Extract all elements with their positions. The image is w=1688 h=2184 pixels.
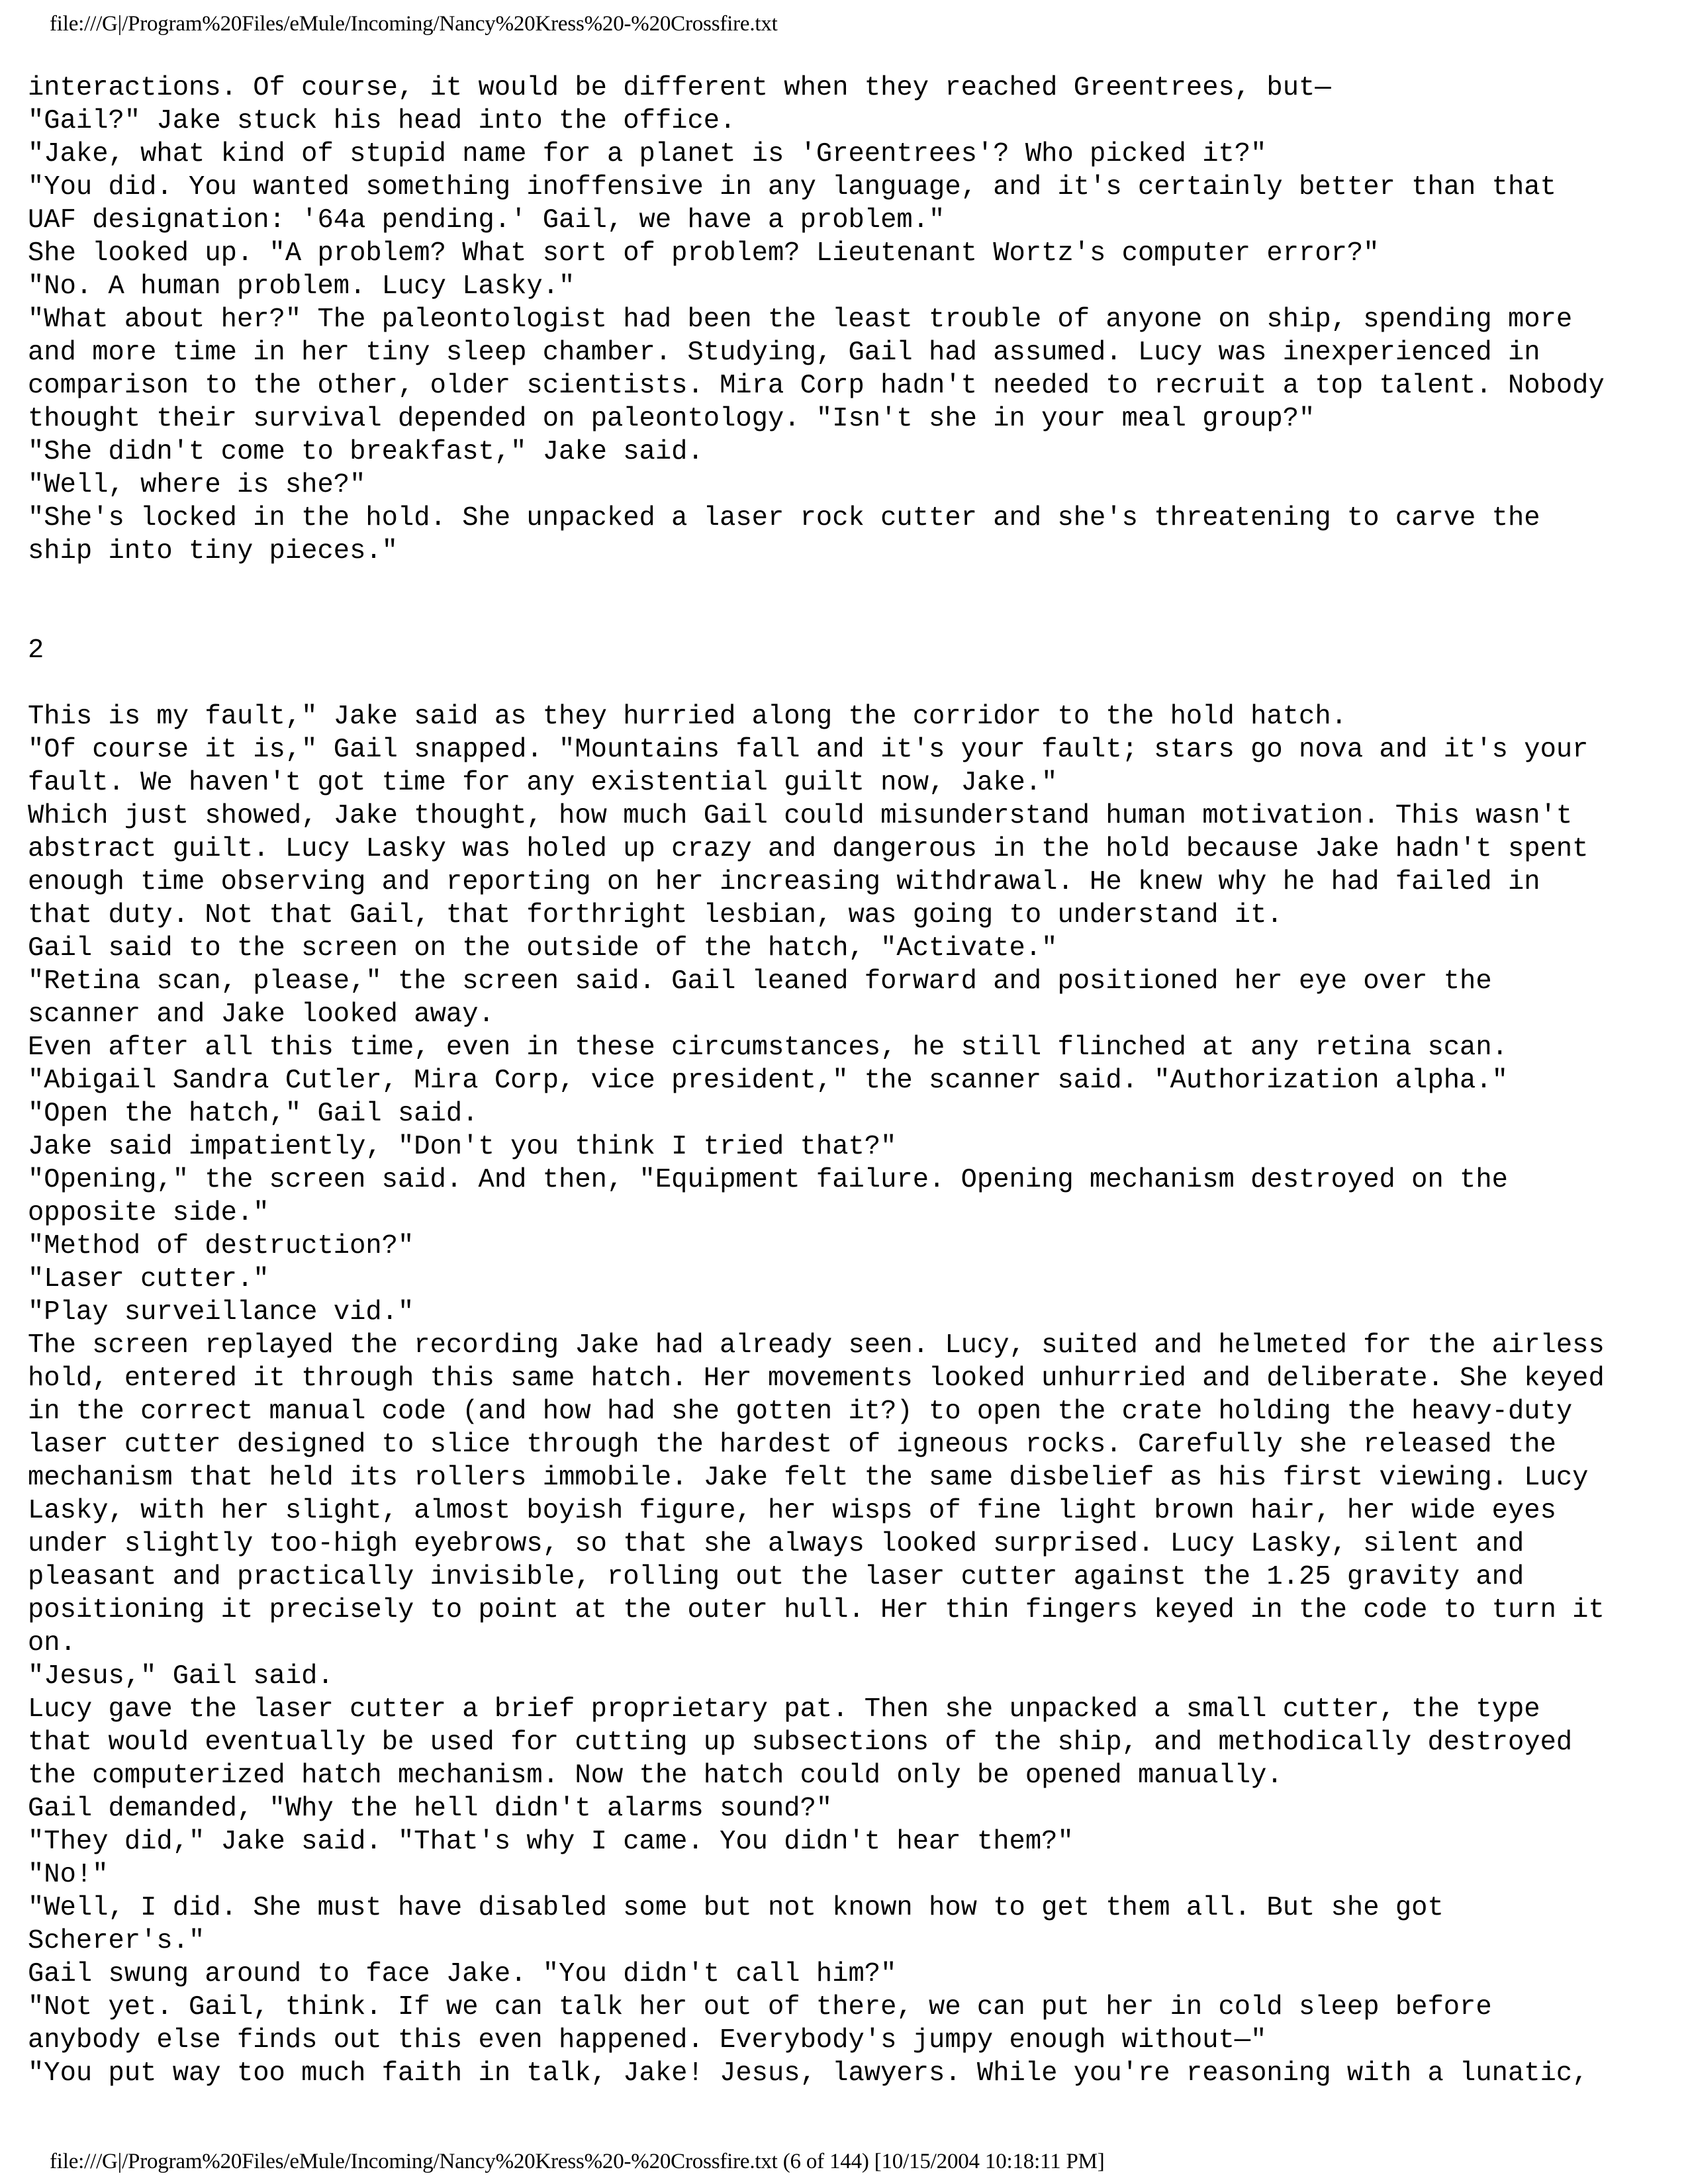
text-line: opposite side." xyxy=(28,1198,269,1228)
text-line: that would eventually be used for cutting up subsections of the ship, and methodically destroyed xyxy=(28,1727,1573,1758)
text-line: Gail demanded, "Why the hell didn't alarms sound?" xyxy=(28,1794,833,1824)
text-line: interactions. Of course, it would be different when they reached Greentrees, but— xyxy=(28,73,1331,103)
text-line: Scherer's." xyxy=(28,1926,205,1956)
text-line: "Open the hatch," Gail said. xyxy=(28,1099,479,1129)
text-line: Even after all this time, even in these circumstances, he still flinched at any retina scan. xyxy=(28,1032,1508,1063)
text-line xyxy=(28,667,1669,700)
text-line: UAF designation: '64a pending.' Gail, we have a problem." xyxy=(28,205,945,236)
text-line: "Well, where is she?" xyxy=(28,470,366,500)
text-line: anybody else finds out this even happened. Everybody's jumpy enough without—" xyxy=(28,2025,1267,2056)
text-line: in the correct manual code (and how had she gotten it?) to open the crate holding the heavy-duty xyxy=(28,1396,1573,1427)
text-line: "She's locked in the hold. She unpacked a laser rock cutter and she's threatening to carve the xyxy=(28,503,1540,533)
text-line: pleasant and practically invisible, rolling out the laser cutter against the 1.25 gravity and xyxy=(28,1562,1524,1592)
text-line: under slightly too-high eyebrows, so that she always looked surprised. Lucy Lasky, silent and xyxy=(28,1529,1524,1559)
text-line: The screen replayed the recording Jake had already seen. Lucy, suited and helmeted for the airless xyxy=(28,1330,1605,1361)
text-line: positioning it precisely to point at the outer hull. Her thin fingers keyed in the code to turn it xyxy=(28,1595,1605,1625)
text-line xyxy=(28,568,1669,601)
text-line: "Laser cutter." xyxy=(28,1264,269,1295)
text-line: laser cutter designed to slice through the hardest of igneous rocks. Carefully she released the xyxy=(28,1430,1556,1460)
text-line: ship into tiny pieces." xyxy=(28,536,398,567)
text-line: Lasky, with her slight, almost boyish figure, her wisps of fine light brown hair, her wide eyes xyxy=(28,1496,1556,1526)
text-line: "Jake, what kind of stupid name for a planet is 'Greentrees'? Who picked it?" xyxy=(28,139,1267,169)
text-line: comparison to the other, older scientists. Mira Corp hadn't needed to recruit a top talent. Nobody xyxy=(28,371,1605,401)
text-line: enough time observing and reporting on her increasing withdrawal. He knew why he had failed in xyxy=(28,867,1540,897)
document-body xyxy=(28,71,1669,2090)
text-line: mechanism that held its rollers immobile. Jake felt the same disbelief as his first viewing. Lucy xyxy=(28,1463,1589,1493)
text-line: 2 xyxy=(28,635,44,666)
text-line: thought their survival depended on paleontology. "Isn't she in your meal group?" xyxy=(28,404,1315,434)
text-line: This is my fault," Jake said as they hurried along the corridor to the hold hatch. xyxy=(28,702,1347,732)
page-header-url: file:///G|/Program%20Files/eMule/Incoming/Nancy%20Kress%20-%20Crossfire.txt xyxy=(50,12,778,36)
text-line: "Retina scan, please," the screen said. Gail leaned forward and positioned her eye over the xyxy=(28,966,1492,997)
text-line: "You put way too much faith in talk, Jake! Jesus, lawyers. While you're reasoning with a lunatic, xyxy=(28,2058,1589,2089)
text-line: "Not yet. Gail, think. If we can talk her out of there, we can put her in cold sleep before xyxy=(28,1992,1492,2023)
text-line: that duty. Not that Gail, that forthright lesbian, was going to understand it. xyxy=(28,900,1283,931)
text-line: Gail said to the screen on the outside of the hatch, "Activate." xyxy=(28,933,1058,964)
text-line: She looked up. "A problem? What sort of problem? Lieutenant Wortz's computer error?" xyxy=(28,238,1380,269)
text-line: "They did," Jake said. "That's why I came. You didn't hear them?" xyxy=(28,1827,1074,1857)
text-line: fault. We haven't got time for any existential guilt now, Jake." xyxy=(28,768,1058,798)
text-line: "No!" xyxy=(28,1860,109,1890)
text-line: hold, entered it through this same hatch. Her movements looked unhurried and deliberate. She keyed xyxy=(28,1363,1605,1394)
text-line: "What about her?" The paleontologist had been the least trouble of anyone on ship, spending more xyxy=(28,304,1573,335)
text-line: Which just showed, Jake thought, how much Gail could misunderstand human motivation. This wasn't xyxy=(28,801,1573,831)
text-line: on. xyxy=(28,1628,76,1659)
text-line: "Well, I did. She must have disabled some but not known how to get them all. But she got xyxy=(28,1893,1444,1923)
text-line: Jake said impatiently, "Don't you think I tried that?" xyxy=(28,1132,897,1162)
text-line: "Of course it is," Gail snapped. "Mountains fall and it's your fault; stars go nova and it's your xyxy=(28,735,1589,765)
text-line xyxy=(28,601,1669,634)
text-line: "Gail?" Jake stuck his head into the office. xyxy=(28,106,736,136)
text-line: "No. A human problem. Lucy Lasky." xyxy=(28,271,575,302)
text-line: "Abigail Sandra Cutler, Mira Corp, vice president," the scanner said. "Authorization alpha." xyxy=(28,1066,1508,1096)
text-line: "Opening," the screen said. And then, "Equipment failure. Opening mechanism destroyed on the xyxy=(28,1165,1508,1195)
page-footer: file:///G|/Program%20Files/eMule/Incoming/Nancy%20Kress%20-%20Crossfire.txt (6 of 144) [10/15/2004 10:18:11 PM] xyxy=(50,2150,1105,2173)
text-line: "Jesus," Gail said. xyxy=(28,1661,334,1692)
text-line: the computerized hatch mechanism. Now the hatch could only be opened manually. xyxy=(28,1760,1283,1791)
text-line: "You did. You wanted something inoffensive in any language, and it's certainly better than that xyxy=(28,172,1556,203)
text-line: "She didn't come to breakfast," Jake said. xyxy=(28,437,704,467)
text-line: "Play surveillance vid." xyxy=(28,1297,414,1328)
text-line: and more time in her tiny sleep chamber. Studying, Gail had assumed. Lucy was inexperienced in xyxy=(28,338,1540,368)
text-line: abstract guilt. Lucy Lasky was holed up crazy and dangerous in the hold because Jake hadn't spent xyxy=(28,834,1589,864)
text-line: scanner and Jake looked away. xyxy=(28,999,494,1030)
text-line: Gail swung around to face Jake. "You didn't call him?" xyxy=(28,1959,897,1989)
text-line: "Method of destruction?" xyxy=(28,1231,414,1261)
text-line: Lucy gave the laser cutter a brief proprietary pat. Then she unpacked a small cutter, the type xyxy=(28,1694,1540,1725)
